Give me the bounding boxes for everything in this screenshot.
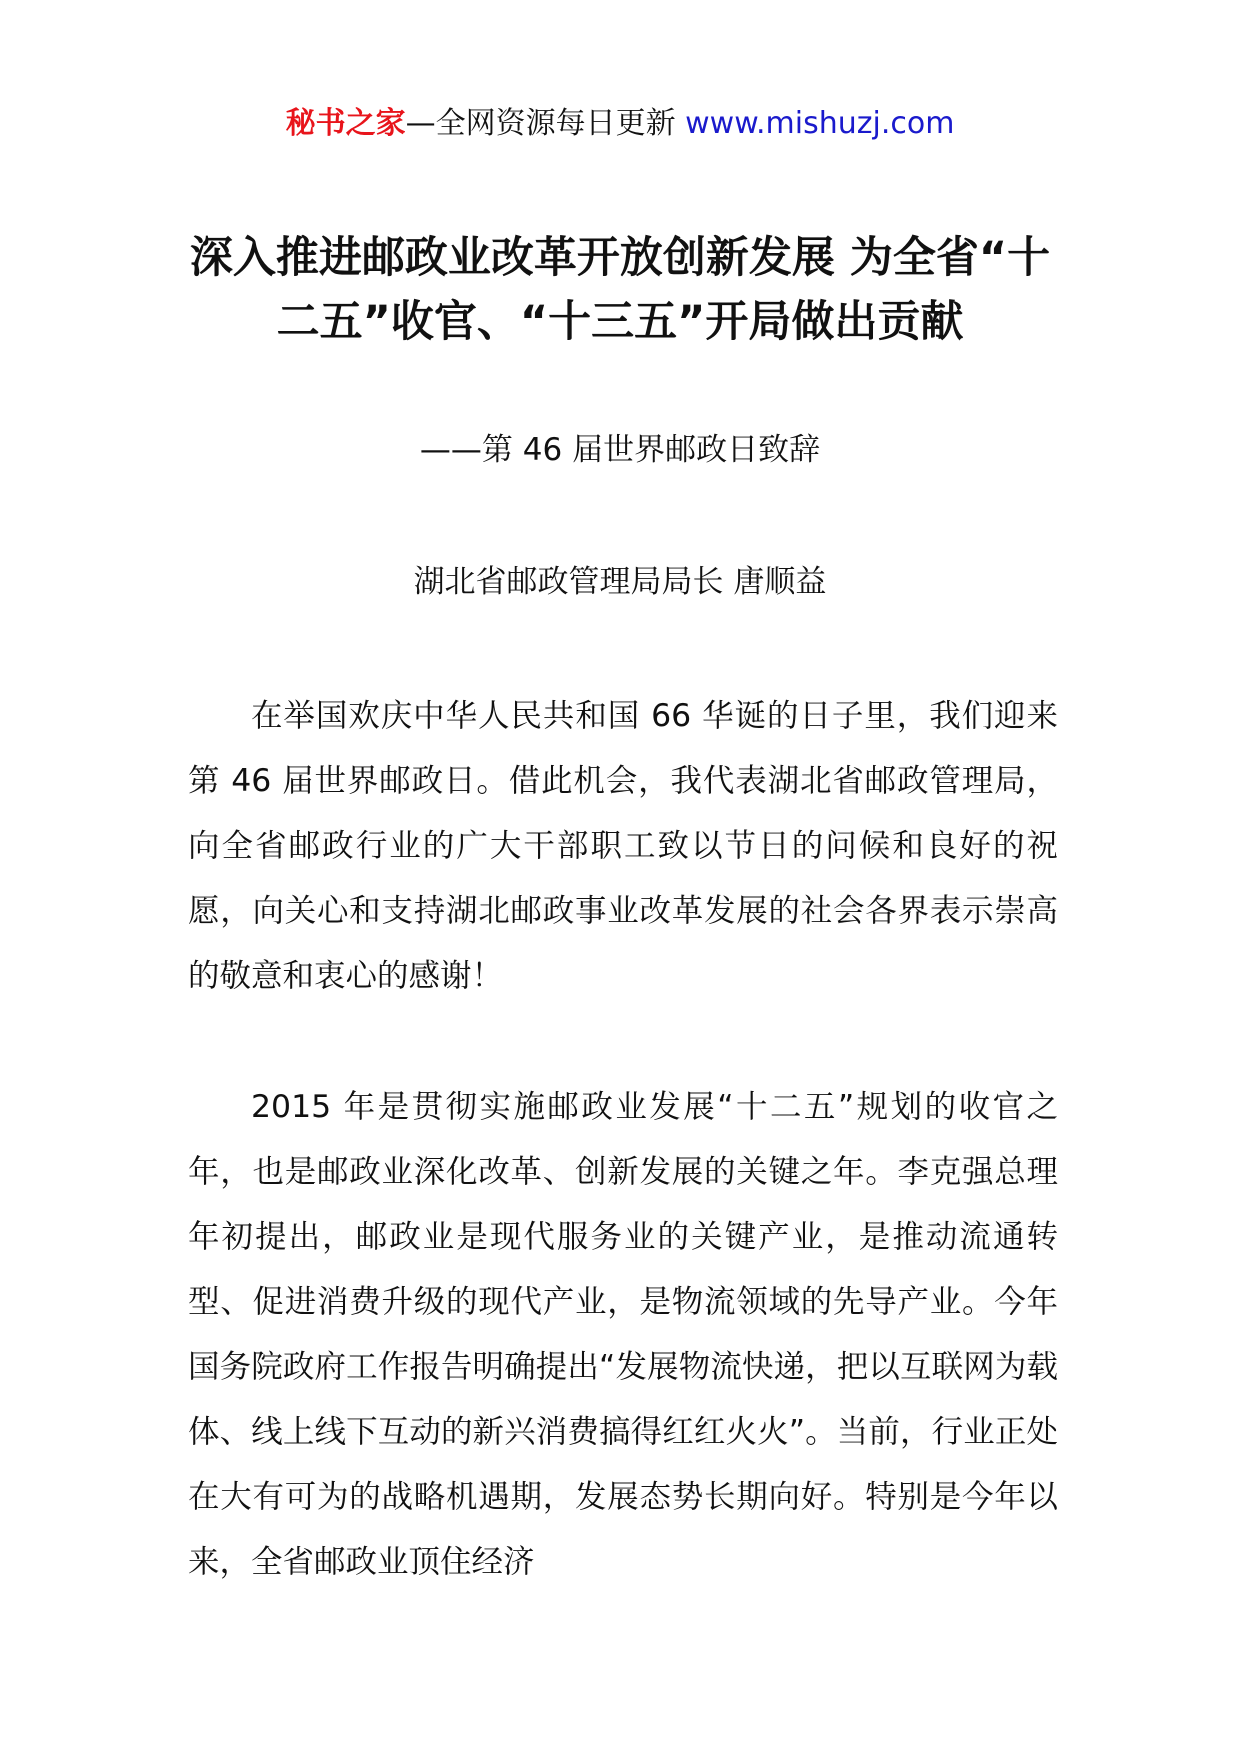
body-paragraph: 2015 年是贯彻实施邮政业发展“十二五”规划的收官之年，也是邮政业深化改革、创新发展的关键之年。李克强总理年初提出，邮政业是现代服务业的关键产业，是推动流通转型、促进消费升级的现代产业，是物流领域的先导产业。今年国务院政府工作报告明确提出“发展物流快递，把以互联网为载体、线上线下互动的新兴消费搞得红红火火”。当前，行业正处在大有可为的战略机遇期，发展态势长期向好。特别是今年以来，全省邮政业顶住经济 (188, 1089, 1058, 1580)
body-paragraph: 在举国欢庆中华人民共和国 66 华诞的日子里，我们迎来第 46 届世界邮政日。借此机会，我代表湖北省邮政管理局，向全省邮政行业的广大干部职工致以节日的问候和良好的祝愿，向关心和支持湖北邮政事业改革发展的社会各界表示崇高的敬意和衷心的感谢！ (188, 698, 1058, 994)
site-url-link[interactable]: www.mishuzj.com (685, 106, 955, 141)
document-title: 深入推进邮政业改革开放创新发展 为全省“十二五”收官、“十三五”开局做出贡献 (189, 233, 1051, 347)
document-author: 湖北省邮政管理局局长 唐顺益 (413, 564, 827, 600)
site-slogan: —全网资源每日更新 (405, 106, 676, 141)
site-brand: 秘书之家 (285, 106, 406, 141)
document-body (188, 684, 1058, 1661)
site-header (0, 104, 1240, 144)
document-subtitle: ——第 46 届世界邮政日致辞 (419, 432, 821, 468)
